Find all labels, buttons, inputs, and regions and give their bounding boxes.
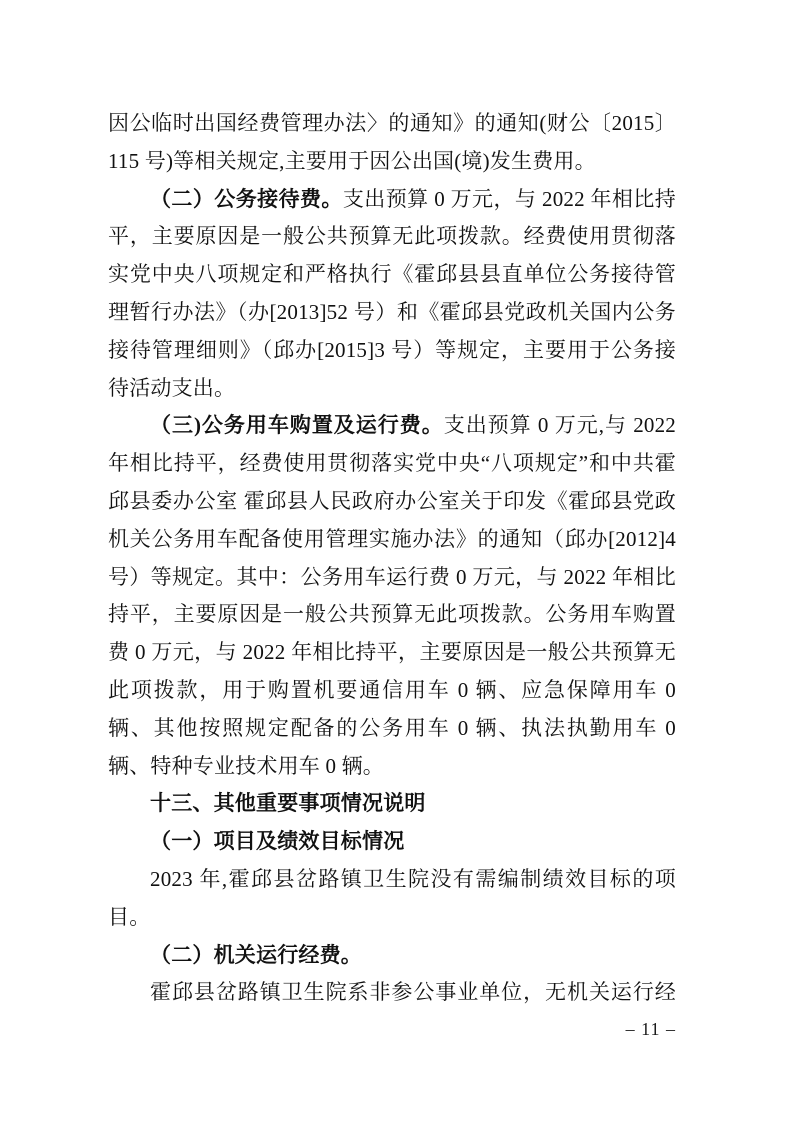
body-text: 因公临时出国经费管理办法〉的通知》的通知(财公〔2015〕115 号)等相关规定,主要用于因公出国(境)发生费用。 [108, 111, 676, 173]
section-heading-text: 十三、其他重要事项情况说明 [150, 791, 426, 816]
paragraph [108, 974, 676, 1012]
paragraph [108, 105, 676, 181]
paragraph [108, 861, 676, 937]
paragraph [108, 785, 676, 823]
paragraph [108, 407, 676, 785]
section-heading-text: （一）项目及绩效目标情况 [150, 829, 405, 854]
body-text: 2023 年,霍邱县岔路镇卫生院没有需编制绩效目标的项目。 [108, 866, 676, 929]
body-text: 支出预算 0 万元,与 2022 年相比持平，经费使用贯彻落实党中央“八项规定”和中共霍邱县委办公室 霍邱县人民政府办公室关于印发《霍邱县党政机关公务用车配备使用管理实施办法》的通知（邱办[2012]4 号）等规定。其中：公务用车运行费 0 万元，与 2022 年相比持平，主要原因是一般公共预算无此项拨款。公务用车购置费 0 万元，与 2022 年相比持平，主要原因是一般公共预算无此项拨款，用于购置机要通信用车 0 辆、应急保障用车 0 辆、其他按照规定配备的公务用车 0 辆、执法执勤用车 0 辆、特种专业技术用车 0 辆。 [108, 413, 676, 778]
section-heading-text: （三)公务用车购置及运行费。 [150, 413, 444, 438]
body-text: 霍邱县岔路镇卫生院系非参公事业单位，无机关运行经 [150, 980, 676, 1005]
paragraph [108, 181, 676, 408]
section-heading-text: （二）公务接待费。 [150, 186, 343, 211]
paragraph [108, 823, 676, 861]
body-text: 支出预算 0 万元，与 2022 年相比持平，主要原因是一般公共预算无此项拨款。经费使用贯彻落实党中央八项规定和严格执行《霍邱县县直单位公务接待管理暂行办法》（办[2013]52 号）和《霍邱县党政机关国内公务接待管理细则》（邱办[2015]3 号）等规定，主要用于公务接待活动支出。 [108, 186, 676, 400]
section-heading-text: （二）机关运行经费。 [150, 942, 362, 967]
page-number: – 11 – [625, 1019, 676, 1039]
document-body [108, 105, 676, 1012]
paragraph [108, 937, 676, 975]
